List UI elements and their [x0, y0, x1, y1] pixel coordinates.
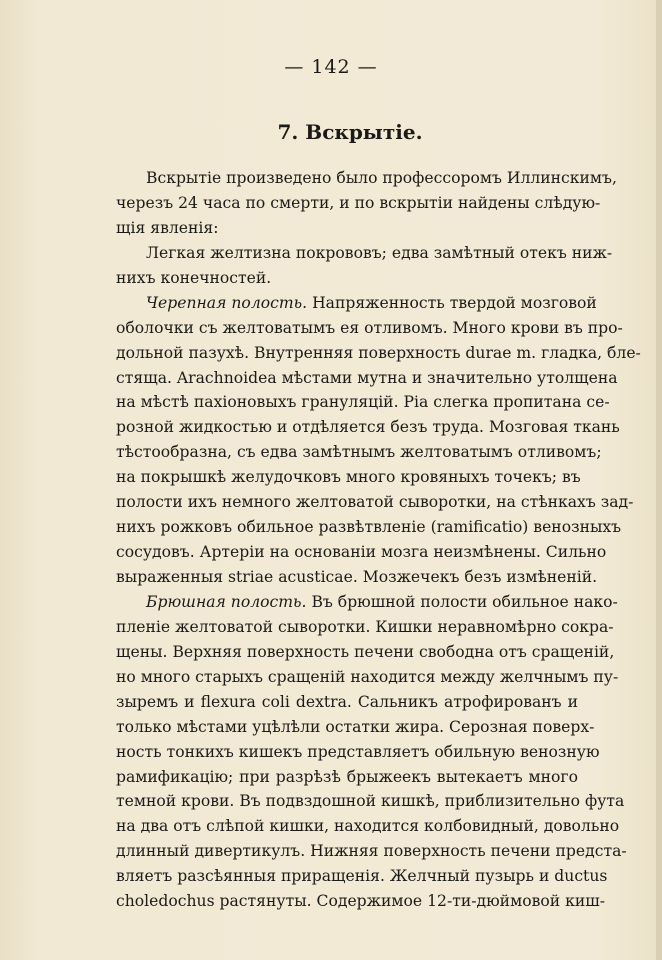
italic-heading: Брюшная полость. — [146, 592, 307, 611]
line-text: полости ихъ немного желтоватой сыворотки, на стѣнкахъ зад- — [116, 493, 634, 512]
text-line — [116, 291, 597, 316]
line-text: вляетъ разсѣянныя приращенія. Желчный пузырь и ductus — [116, 867, 608, 886]
text-line — [116, 715, 595, 740]
text-line — [116, 266, 578, 291]
line-text: темной крови. Въ подвздошной кишкѣ, приблизительно фута — [116, 792, 625, 811]
text-line — [116, 465, 581, 490]
line-text: Въ брюшной полости обильное нако- — [306, 592, 618, 611]
text-line — [116, 665, 619, 690]
line-text: на покрышкѣ желудочковъ много кровяныхъ точекъ; въ — [116, 468, 581, 487]
line-text: стяща. Arachnoidea мѣстами мутна и значительно утолщена — [116, 368, 618, 387]
text-line — [116, 814, 620, 839]
line-text: Напряженность твердой мозговой — [307, 293, 597, 312]
text-line — [116, 166, 617, 191]
text-line — [116, 341, 641, 366]
text-line — [116, 390, 610, 415]
line-text: на два отъ слѣпой кишки, находится колбовидный, довольно — [116, 817, 620, 836]
text-line — [116, 789, 625, 814]
line-text: Легкая желтизна покрововъ; едва замѣтный отекъ ниж- — [146, 243, 613, 262]
text-line — [116, 690, 578, 715]
line-text: розной жидкостью и отдѣляется безъ труда. Мозговая ткань — [116, 418, 620, 437]
line-text: щія явленія: — [116, 218, 219, 237]
line-text: на мѣстѣ пахіоновыхъ грануляцій. Pia слегка пропитана се- — [116, 393, 610, 412]
line-text: тѣстообразна, съ едва замѣтнымъ желтоватымъ отливомъ; — [116, 443, 602, 462]
text-line — [116, 590, 618, 615]
text-line — [116, 540, 607, 565]
line-text: ность тонкихъ кишекъ представляетъ обильную венозную — [116, 742, 600, 761]
text-line — [116, 640, 615, 665]
line-text: дольной пазухѣ. Внутренняя поверхность durae m. гладка, бле- — [116, 343, 641, 362]
page-edge — [656, 0, 662, 960]
text-line — [116, 839, 627, 864]
line-text: черезъ 24 часа по смерти, и по вскрытіи найдены слѣдую- — [116, 193, 601, 212]
section-title: 7. Вскрытіе. — [277, 120, 423, 144]
line-text: только мѣстами уцѣлѣли остатки жира. Серозная поверх- — [116, 717, 595, 736]
text-line — [116, 366, 618, 391]
text-line — [116, 241, 613, 266]
line-text: сосудовъ. Артеріи на основаніи мозга неизмѣнены. Сильно — [116, 543, 607, 562]
line-text: оболочки съ желтоватымъ ея отливомъ. Много крови въ про- — [116, 318, 623, 337]
page-number: — 142 — — [284, 56, 378, 78]
text-line — [116, 191, 601, 216]
text-line — [116, 740, 600, 765]
text-line — [116, 415, 620, 440]
text-line — [116, 440, 602, 465]
text-line — [116, 615, 614, 640]
text-line — [116, 864, 608, 889]
text-line — [116, 765, 578, 790]
italic-heading: Черепная полость. — [146, 293, 308, 312]
line-text: но много старыхъ сращеній находится между желчнымъ пу- — [116, 667, 619, 686]
line-text: рамификацію; при разрѣзѣ брыжеекъ вытекаетъ много — [116, 767, 578, 786]
text-line — [116, 565, 598, 590]
line-text: выраженныя striae acusticae. Мозжечекъ безъ измѣненій. — [116, 568, 598, 586]
body-text — [116, 166, 641, 914]
line-text: Вскрытіе произведено было профессоромъ Иллинскимъ, — [146, 169, 617, 187]
line-text: щены. Верхняя поверхность печени свободна отъ сращеній, — [116, 642, 615, 661]
text-line — [116, 216, 578, 241]
line-text: нихъ конечностей. — [116, 268, 272, 287]
text-line — [116, 889, 606, 914]
text-line — [116, 490, 634, 515]
line-text: choledochus растянуты. Содержимое 12-ти-дюймовой киш- — [116, 892, 606, 911]
line-text: длинный дивертикулъ. Нижняя поверхность печени предста- — [116, 842, 627, 861]
line-text: зыремъ и flexura coli dextra. Сальникъ атрофированъ и — [116, 692, 578, 711]
text-line — [116, 515, 622, 540]
text-line — [116, 316, 623, 341]
line-text: нихъ рожковъ обильное развѣтвленіе (ramificatio) венозныхъ — [116, 518, 622, 537]
line-text: пленіе желтоватой сыворотки. Кишки неравномѣрно сокра- — [116, 617, 614, 636]
